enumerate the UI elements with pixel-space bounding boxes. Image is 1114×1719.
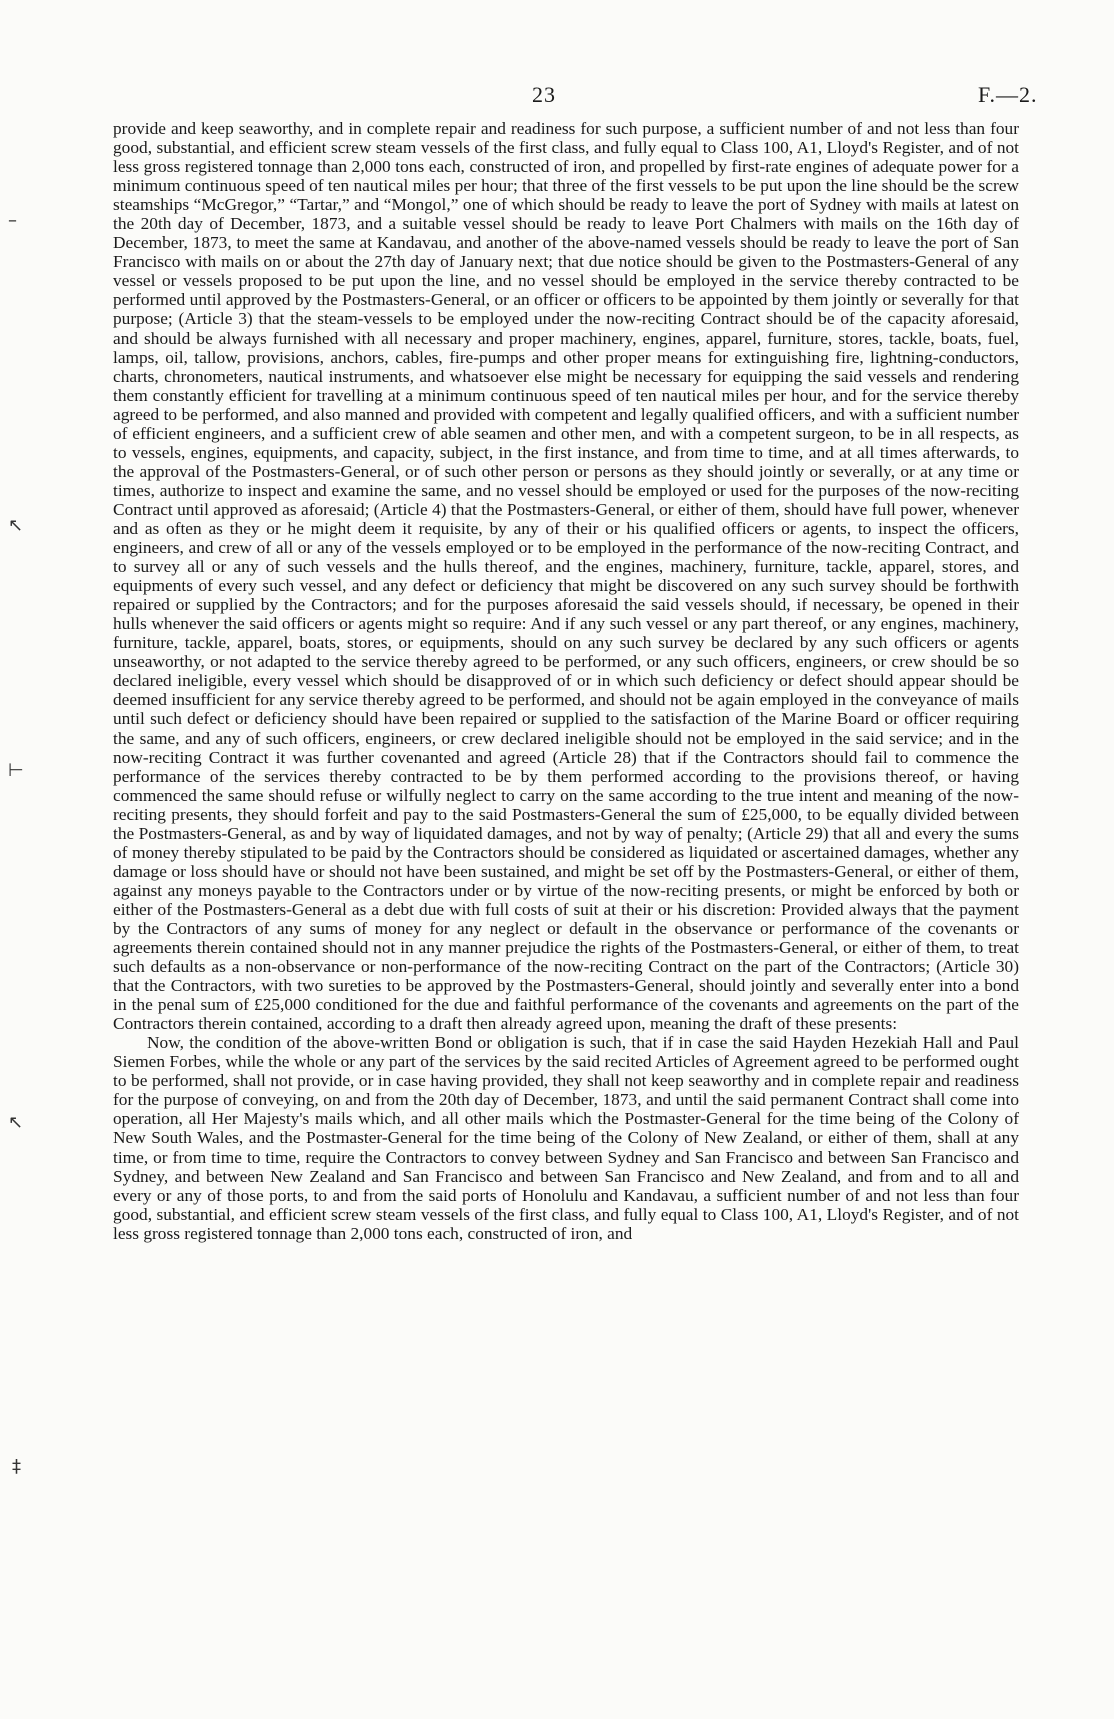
margin-mark: ‡ bbox=[12, 1456, 21, 1477]
page-number: 23 bbox=[532, 82, 556, 107]
margin-mark: – bbox=[8, 210, 17, 231]
paragraph: Now, the condition of the above-written Bond or obligation is such, that if in case the said Hayden Hezekiah Hall and Paul Siemen Forbes, while the whole or any part of the services by the said recited Articles of Agreement agreed to be performed ought to be performed, shall not provide, or in case having provided, they shall not keep seaworthy and in complete repair and readiness for the purpose of conveying, on and from the 20th day of December, 1873, and until the said permanent Contract shall come into operation, all Her Majesty's mails which, and all other mails which the Postmaster-General for the time being of the Colony of New South Wales, and the Postmaster-General for the time being of the Colony of New Zealand, or either of them, shall at any time, or from time to time, require the Contractors to convey between Sydney and San Francisco and between San Francisco and Sydney, and between New Zealand and San Francisco and between San Francisco and New Zealand, and from and to all and every or any of those ports, to and from the said ports of Honolulu and Kandavau, a sufficient number of and not less than four good, substantial, and efficient screw steam vessels of the first class, and fully equal to Class 100, A1, Lloyd's Register, and of not less gross registered tonnage than 2,000 tons each, constructed of iron, and bbox=[113, 1033, 1019, 1243]
margin-mark: ↖ bbox=[8, 1112, 24, 1133]
paragraph: provide and keep seaworthy, and in complete repair and readiness for such purpose, a sufficient number of and not less than four good, substantial, and efficient screw steam vessels of the first class, and fully equal to Class 100, A1, Lloyd's Register, and of not less gross registered tonnage than 2,000 tons each, constructed of iron, and propelled by first-rate engines of adequate power for a minimum continuous speed of ten nautical miles per hour; that three of the first vessels to be put upon the line should be the screw steamships “McGregor,” “Tartar,” and “Mongol,” one of which should be ready to leave the port of Sydney with mails at latest on the 20th day of December, 1873, and a suitable vessel should be ready to leave Port Chalmers with mails on the 16th day of December, 1873, to meet the same at Kandavau, and another of the above-named vessels should be ready to leave the port of San Francisco with mails on or about the 27th day of January next; that due notice should be given to the Postmasters-General of any vessel or vessels proposed to be put upon the line, and no vessel should be employed in the service thereby contracted to be performed until approved by the Postmasters-General, or an officer or officers to be appointed by them jointly or severally for that purpose; (Article 3) that the steam-vessels to be employed under the now-reciting Contract should be of the capacity aforesaid, and should be always furnished with all necessary and proper machinery, engines, apparel, furniture, stores, tackle, boats, fuel, lamps, oil, tallow, provisions, anchors, cables, fire-pumps and other proper means for extinguishing fire, lightning-conductors, charts, chronometers, nautical instruments, and whatsoever else might be necessary for equipping the said vessels and rendering them constantly efficient for travelling at a minimum continuous speed of ten nautical miles per hour, and for the service thereby agreed to be performed, and also manned and provided with competent and legally qualified officers, and with a sufficient number of efficient engineers, and a sufficient crew of able seamen and other men, and with a competent surgeon, to be in all respects, as to vessels, engines, equipments, and capacity, subject, in the first instance, and from time to time, and at all times afterwards, to the approval of the Postmasters-General, or of such other person or persons as they should jointly or severally, or at any time or times, authorize to inspect and examine the same, and no vessel should be employed or used for the purposes of the now-reciting Contract until approved as aforesaid; (Article 4) that the Postmasters-General, or either of them, should have full power, whenever and as often as they or he might deem it requisite, by any of their or his qualified officers or agents, to inspect the officers, engineers, and crew of all or any of the vessels employed or to be employed in the performance of the now-reciting Contract, and to survey all or any of such vessels and the hulls thereof, and the engines, machinery, furniture, tackle, apparel, stores, and equipments of every such vessel, and any defect or deficiency that might be discovered on any such survey should be forthwith repaired or supplied by the Contractors; and for the purposes aforesaid the said vessels should, if necessary, be opened in their hulls whenever the said officers or agents might so require: And if any such vessel or any part thereof, or any engines, machinery, furniture, tackle, apparel, boats, stores, or equipments, should on any such survey be declared by any such officers or agents unseaworthy, or not adapted to the service thereby agreed to be performed, or any such officers, engineers, or crew should be so declared ineligible, every vessel which should be disapproved of or in which such deficiency or defect should appear should be deemed insufficient for any service thereby agreed to be performed, and should not be again employed in the conveyance of mails until such defect or deficiency should have been repaired or supplied to the satisfaction of the Marine Board or officer requiring the same, and any of such officers, engineers, or crew declared ineligible should not be employed in the said service; and in the now-reciting Contract it was further covenanted and agreed (Article 28) that if the Contractors should fail to commence the performance of the services thereby contracted to be by them performed according to the provisions thereof, or having commenced the same should refuse or wilfully neglect to carry on the same according to the true intent and meaning of the now-reciting presents, they should forfeit and pay to the said Postmasters-General the sum of £25,000, to be equally divided between the Postmasters-General, as and by way of liquidated damages, and not by way of penalty; (Article 29) that all and every the sums of money thereby stipulated to be paid by the Contractors should be considered as liquidated or ascertained damages, whether any damage or loss should have or should not have been sustained, and might be set off by the Postmasters-General, or either of them, against any moneys payable to the Contractors under or by virtue of the now-reciting presents, or might be enforced by both or either of the Postmasters-General as a debt due with full costs of suit at their or his discretion: Provided always that the payment by the Contractors of any sums of money for any neglect or default in the observance or performance of the covenants or agreements therein contained should not in any manner prejudice the rights of the Postmasters-General, or either of them, to treat such defaults as a non-observance or non-performance of the now-reciting Contract on the part of the Contractors; (Article 30) that the Contractors, with two sureties to be approved by the Postmasters-General, should jointly and severally enter into a bond in the penal sum of £25,000 conditioned for the due and faithful performance of the covenants and agreements on the part of the Contractors therein contained, according to a draft then already agreed upon, meaning the draft of these presents: bbox=[113, 119, 1019, 1034]
document-reference: F.—2. bbox=[978, 82, 1038, 107]
body-text bbox=[113, 119, 1019, 1243]
margin-mark: ↖ bbox=[8, 515, 24, 536]
margin-mark: ⊢ bbox=[8, 760, 24, 781]
